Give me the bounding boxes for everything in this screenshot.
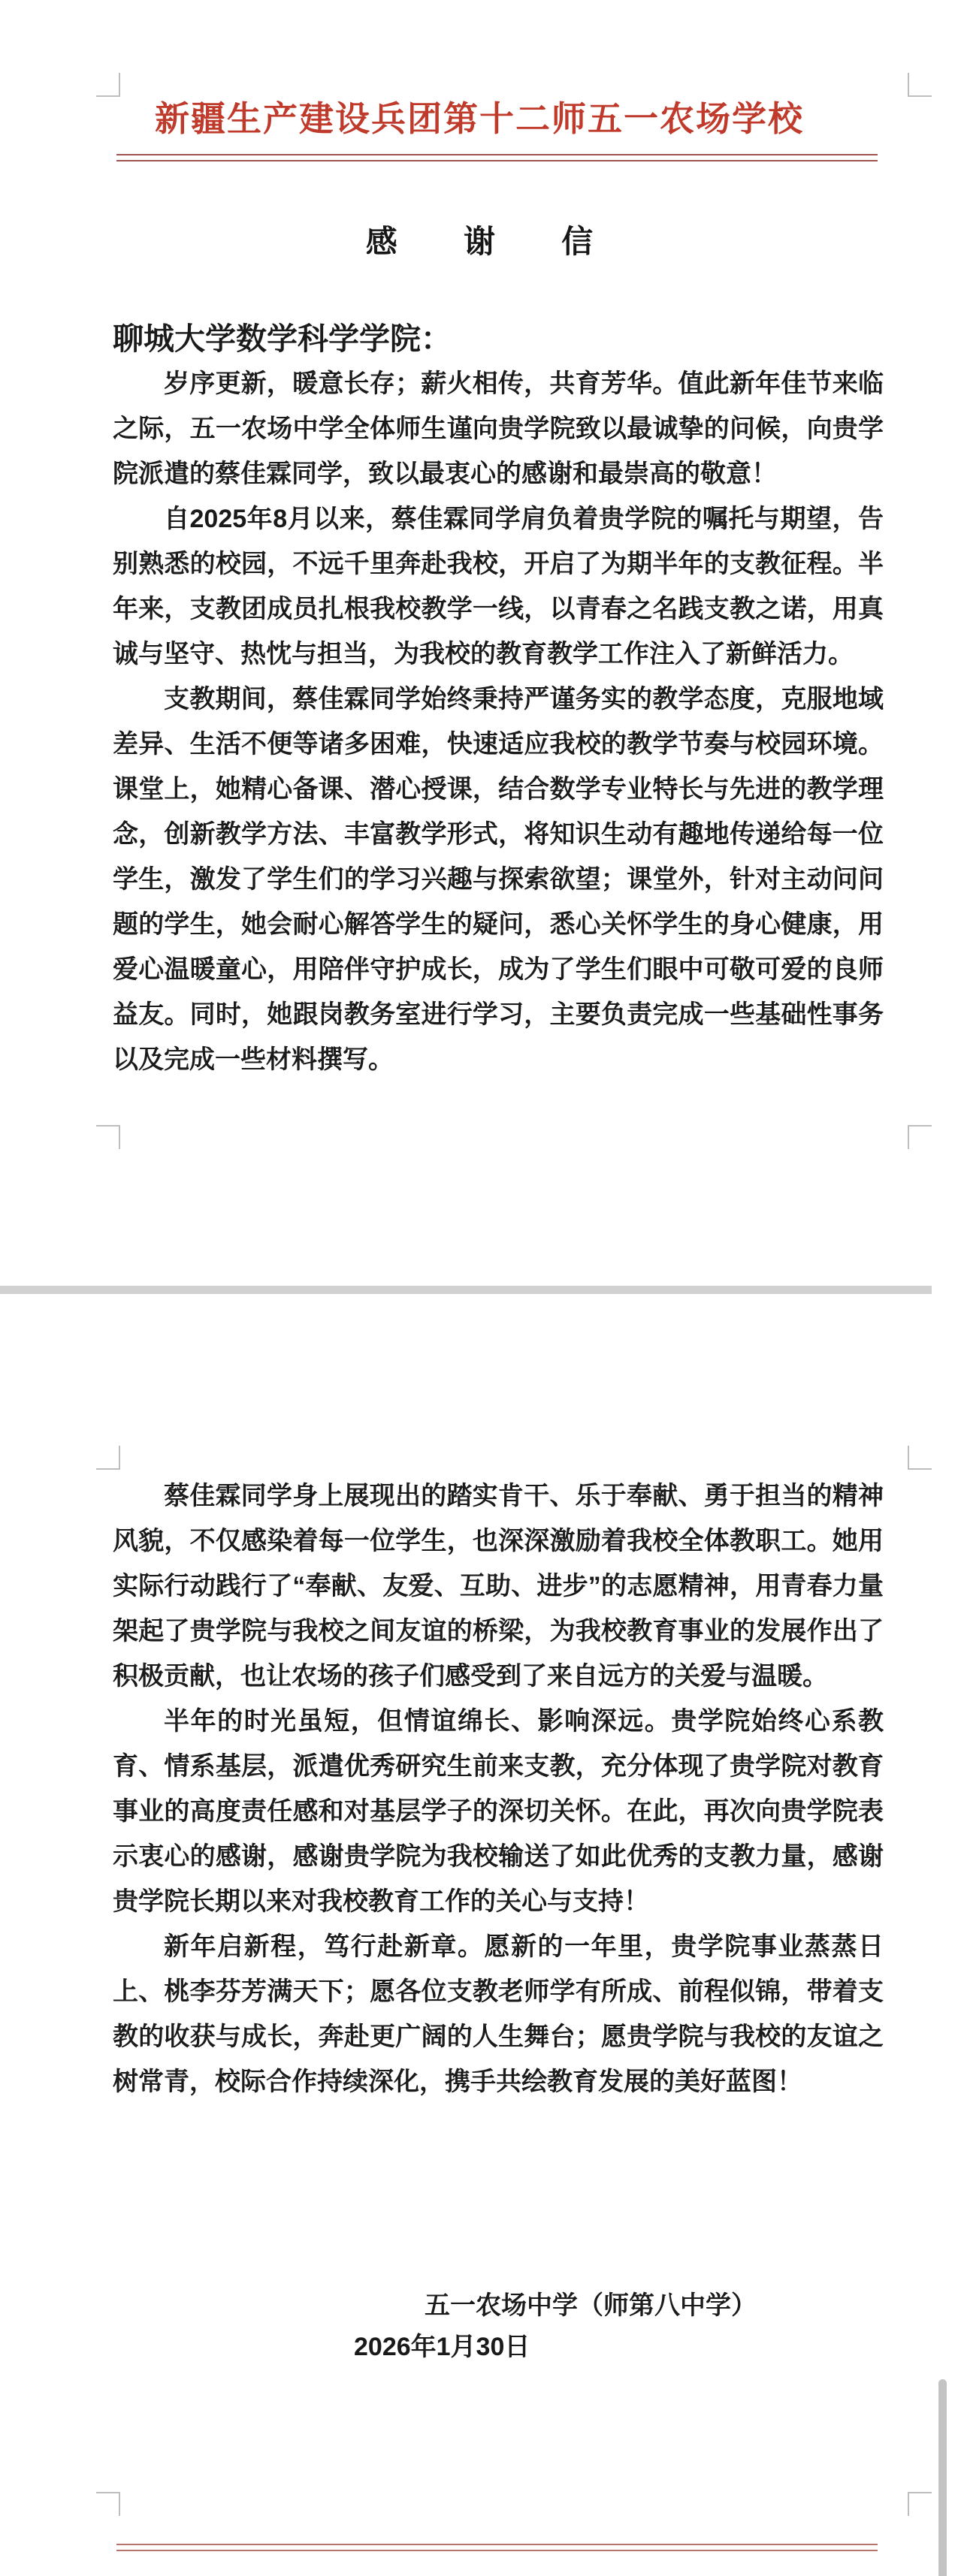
body-line: 示衷心的感谢，感谢贵学院为我校输送了如此优秀的支教力量，感谢 [113,1842,884,1871]
salutation: 聊城大学数学科学学院： [113,321,452,356]
body-line: 实际行动践行了“奉献、友爱、互助、进步”的志愿精神，用青春力量 [113,1572,884,1600]
body-line: 课堂上，她精心备课、潜心授课，结合数学专业特长与先进的教学理 [113,775,884,804]
crop-mark-page2-bottom-right [908,2492,932,2516]
letterhead-title: 新疆生产建设兵团第十二师五一农场学校 [155,99,804,138]
body-line: 别熟悉的校园，不远千里奔赴我校，开启了为期半年的支教征程。半 [113,550,884,578]
body-line: 益友。同时，她跟岗教务室进行学习，主要负责完成一些基础性事务 [113,1000,884,1029]
body-line: 积极贡献，也让农场的孩子们感受到了来自远方的关爱与温暖。 [113,1662,828,1691]
body-line: 岁序更新，暖意长存；薪火相传，共育芳华。值此新年佳节来临 [164,370,884,398]
body-line: 以及完成一些材料撰写。 [113,1045,394,1074]
body-line: 风貌，不仅感染着每一位学生，也深深激励着我校全体教职工。她用 [113,1527,884,1555]
body-line: 架起了贵学院与我校之间友谊的桥梁，为我校教育事业的发展作出了 [113,1617,884,1645]
footer-rule-top [116,2544,878,2545]
footer-rule-bottom [116,2550,878,2551]
page-separator [0,1286,932,1294]
crop-mark-page1-bottom-right [908,1125,932,1149]
body-line: 题的学生，她会耐心解答学生的疑问，悉心关怀学生的身心健康，用 [113,910,884,939]
page1-body [113,316,884,1082]
body-line: 爱心温暖童心，用陪伴守护成长，成为了学生们眼中可敬可爱的良师 [113,955,884,984]
body-line: 年来，支教团成员扎根我校教学一线，以青春之名践支教之诺，用真 [113,595,884,623]
signature: 五一农场中学（师第八中学） [425,2291,757,2320]
body-line: 差异、生活不便等诸多困难，快速适应我校的教学节奏与校园环境。 [113,730,884,759]
body-line: 育、情系基层，派遣优秀研究生前来支教，充分体现了贵学院对教育 [113,1752,884,1781]
body-line: 树常青，校际合作持续深化，携手共绘教育发展的美好蓝图！ [113,2068,802,2096]
crop-mark-page1-bottom-left [96,1125,120,1149]
crop-mark-page1-top-left [96,73,120,97]
body-line: 支教期间，蔡佳霖同学始终秉持严谨务实的教学态度，克服地域 [164,685,884,713]
crop-mark-page2-top-left [96,1446,120,1470]
body-line: 教的收获与成长，奔赴更广阔的人生舞台；愿贵学院与我校的友谊之 [113,2022,884,2051]
letterhead-rule-bottom [116,160,878,161]
body-line: 学生，激发了学生们的学习兴趣与探索欲望；课堂外，针对主动问问 [113,865,884,894]
body-line: 之际，五一农场中学全体师生谨向贵学院致以最诚挚的问候，向贵学 [113,415,884,443]
body-line: 贵学院长期以来对我校教育工作的关心与支持！ [113,1887,649,1916]
date: 2026年1月30日 [354,2333,530,2361]
body-line: 院派遣的蔡佳霖同学，致以最衷心的感谢和最崇高的敬意！ [113,460,777,488]
document-title: 感 谢 信 [365,224,611,259]
crop-mark-page2-bottom-left [96,2492,120,2516]
page2-body [113,1474,884,2104]
body-line: 半年的时光虽短，但情谊绵长、影响深远。贵学院始终心系教 [164,1707,884,1736]
body-line: 新年启新程，笃行赴新章。愿新的一年里，贵学院事业蒸蒸日 [164,1932,884,1961]
body-line: 蔡佳霖同学身上展现出的踏实肯干、乐于奉献、勇于担当的精神 [164,1482,884,1510]
body-line: 事业的高度责任感和对基层学子的深切关怀。在此，再次向贵学院表 [113,1797,884,1826]
crop-mark-page2-top-right [908,1446,932,1470]
body-line: 诚与坚守、热忱与担当，为我校的教育教学工作注入了新鲜活力。 [113,640,854,668]
body-line: 自2025年8月以来，蔡佳霖同学肩负着贵学院的嘱托与期望，告 [164,505,884,533]
letterhead-rule-top [116,154,878,155]
body-line: 念，创新教学方法、丰富教学形式，将知识生动有趣地传递给每一位 [113,820,884,849]
scrollbar-thumb[interactable] [938,2379,947,2576]
crop-mark-page1-top-right [908,73,932,97]
body-line: 上、桃李芬芳满天下；愿各位支教老师学有所成、前程似锦，带着支 [113,1977,884,2006]
